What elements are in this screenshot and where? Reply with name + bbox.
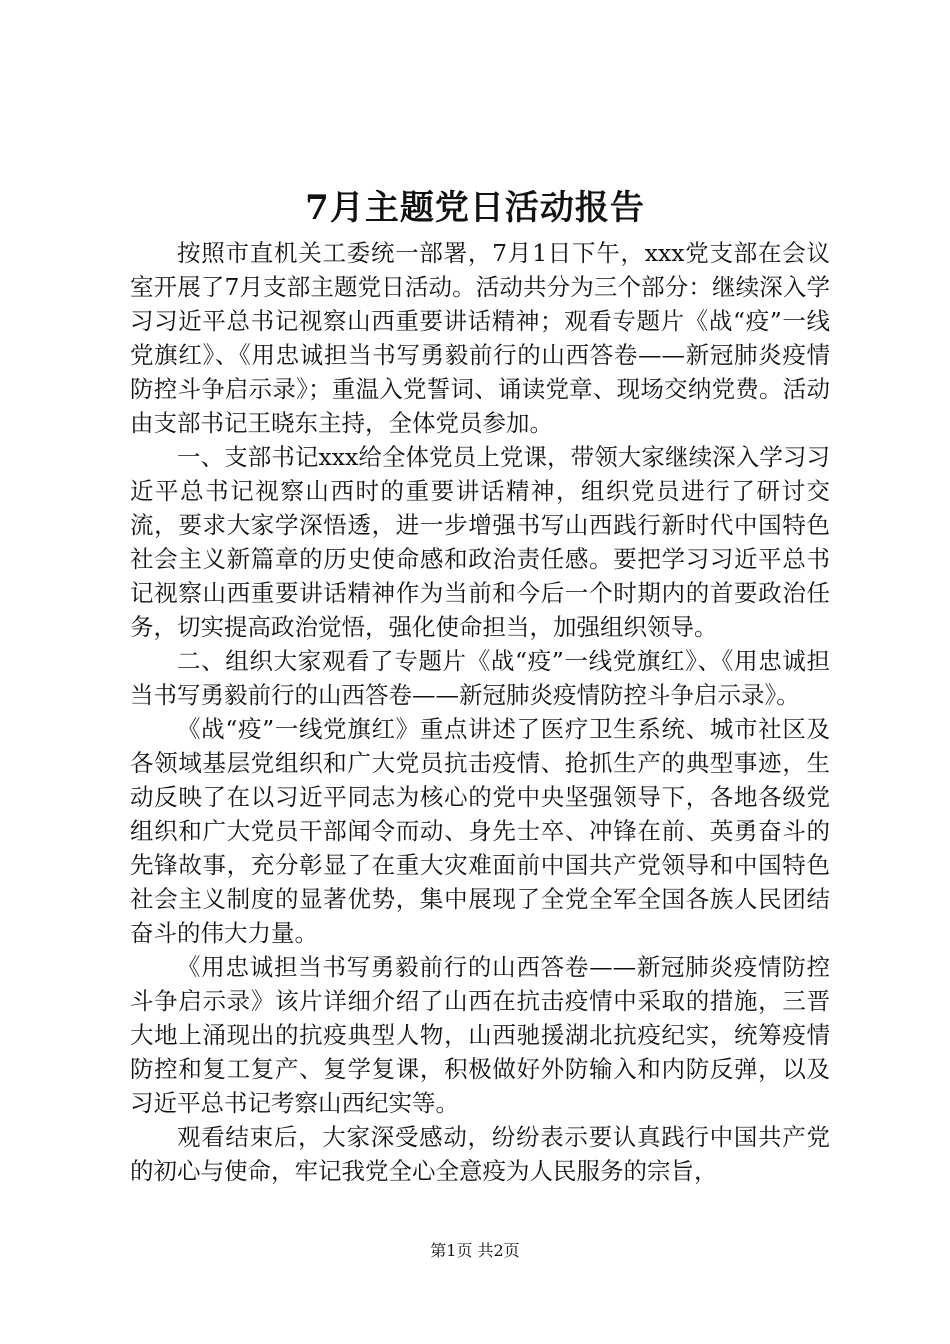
document-body	[130, 236, 830, 1188]
paragraph-intro: 按照市直机关工委统一部署，7月1日下午，xxx党支部在会议室开展了7月支部主题党日活动。活动共分为三个部分：继续深入学习习近平总书记视察山西重要讲话精神；观看专题片《战“疫”一线党旗红》、《用忠诚担当书写勇毅前行的山西答卷——新冠肺炎疫情防控斗争启示录》；重温入党誓词、诵读党章、现场交纳党费。活动由支部书记王晓东主持，全体党员参加。	[130, 239, 830, 437]
paragraph-film-two: 《用忠诚担当书写勇毅前行的山西答卷——新冠肺炎疫情防控斗争启示录》该片详细介绍了山西在抗击疫情中采取的措施，三晋大地上涌现出的抗疫典型人物，山西驰援湖北抗疫纪实，统筹疫情防控和复工复产、复学复课，积极做好外防输入和内防反弹，以及习近平总书记考察山西纪实等。	[130, 953, 830, 1117]
paragraph-section-one: 一、支部书记xxx给全体党员上党课，带领大家继续深入学习习近平总书记视察山西时的重要讲话精神，组织党员进行了研讨交流，要求大家学深悟透，进一步增强书写山西践行新时代中国特色社会主义新篇章的历史使命感和政治责任感。要把学习习近平总书记视察山西重要讲话精神作为当前和今后一个时期内的首要政治任务，切实提高政治觉悟，强化使命担当，加强组织领导。	[130, 443, 830, 641]
document-title: 7月主题党日活动报告	[305, 188, 645, 228]
page-footer: 第1页 共2页	[430, 1241, 520, 1260]
paragraph-film-one: 《战“疫”一线党旗红》重点讲述了医疗卫生系统、城市社区及各领域基层党组织和广大党员抗击疫情、抢抓生产的典型事迹，生动反映了在以习近平同志为核心的党中央坚强领导下，各地各级党组织和广大党员干部闻令而动、身先士卒、冲锋在前、英勇奋斗的先锋故事，充分彰显了在重大灾难面前中国共产党领导和中国特色社会主义制度的显著优势，集中展现了全党全军全国各族人民团结奋斗的伟大力量。	[130, 715, 830, 947]
paragraph-conclusion: 观看结束后，大家深受感动，纷纷表示要认真践行中国共产党的初心与使命，牢记我党全心全意疫为人民服务的宗旨，	[130, 1123, 830, 1185]
paragraph-section-two: 二、组织大家观看了专题片《战“疫”一线党旗红》、《用忠诚担当书写勇毅前行的山西答卷——新冠肺炎疫情防控斗争启示录》。	[130, 647, 830, 709]
